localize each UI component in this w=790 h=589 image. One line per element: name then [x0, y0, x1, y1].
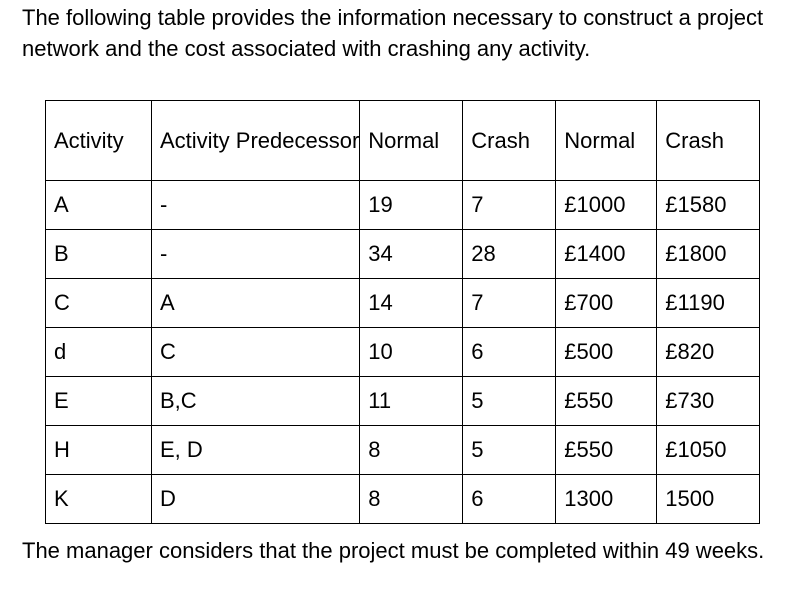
normal-time-cell: 10 [360, 328, 463, 377]
predecessor-cell: - [152, 181, 360, 230]
crash-cost-cell: £730 [657, 377, 760, 426]
crash-cost-cell: £1050 [657, 426, 760, 475]
crash-time-cell: 6 [463, 475, 556, 524]
normal-time-cell: 8 [360, 475, 463, 524]
normal-time-cell: 14 [360, 279, 463, 328]
normal-cost-cell: £1000 [556, 181, 657, 230]
predecessor-cell: E, D [152, 426, 360, 475]
normal-time-cell: 8 [360, 426, 463, 475]
normal-time-cell: 19 [360, 181, 463, 230]
table-row [46, 377, 760, 426]
table-header-row [46, 101, 760, 181]
crash-cost-cell: £1800 [657, 230, 760, 279]
crash-cost-cell: £1580 [657, 181, 760, 230]
table-row [46, 230, 760, 279]
normal-cost-cell: 1300 [556, 475, 657, 524]
crash-time-cell: 7 [463, 181, 556, 230]
predecessor-cell: A [152, 279, 360, 328]
activity-cell: K [46, 475, 152, 524]
activity-cell: d [46, 328, 152, 377]
normal-time-cell: 34 [360, 230, 463, 279]
normal-cost-cell: £500 [556, 328, 657, 377]
normal-time-cell: 11 [360, 377, 463, 426]
predecessor-cell: - [152, 230, 360, 279]
crash-cost-cell: £1190 [657, 279, 760, 328]
activity-cell: E [46, 377, 152, 426]
header-activity-predecessor: Activity Predecessor [152, 101, 360, 181]
crash-time-cell: 6 [463, 328, 556, 377]
activity-cell: C [46, 279, 152, 328]
normal-cost-cell: £550 [556, 377, 657, 426]
predecessor-cell: B,C [152, 377, 360, 426]
crash-cost-cell: 1500 [657, 475, 760, 524]
header-normal-time: Normal [360, 101, 463, 181]
header-activity: Activity [46, 101, 152, 181]
activity-cell: H [46, 426, 152, 475]
table-row [46, 328, 760, 377]
crash-time-cell: 28 [463, 230, 556, 279]
predecessor-cell: C [152, 328, 360, 377]
header-normal-cost: Normal [556, 101, 657, 181]
table-row [46, 426, 760, 475]
crash-time-cell: 5 [463, 426, 556, 475]
activity-cell: A [46, 181, 152, 230]
normal-cost-cell: £550 [556, 426, 657, 475]
normal-cost-cell: £1400 [556, 230, 657, 279]
activity-crash-table [45, 100, 760, 524]
crash-time-cell: 5 [463, 377, 556, 426]
predecessor-cell: D [152, 475, 360, 524]
normal-cost-cell: £700 [556, 279, 657, 328]
crash-cost-cell: £820 [657, 328, 760, 377]
crash-time-cell: 7 [463, 279, 556, 328]
table-row [46, 475, 760, 524]
header-crash-time: Crash [463, 101, 556, 181]
activity-cell: B [46, 230, 152, 279]
intro-paragraph: The following table provides the information necessary to construct a project network and the cost associated with crashing any activity. [22, 5, 764, 61]
header-crash-cost: Crash [657, 101, 760, 181]
table-row [46, 279, 760, 328]
table-row [46, 181, 760, 230]
outro-paragraph: The manager considers that the project must be completed within 49 weeks. [22, 538, 765, 563]
